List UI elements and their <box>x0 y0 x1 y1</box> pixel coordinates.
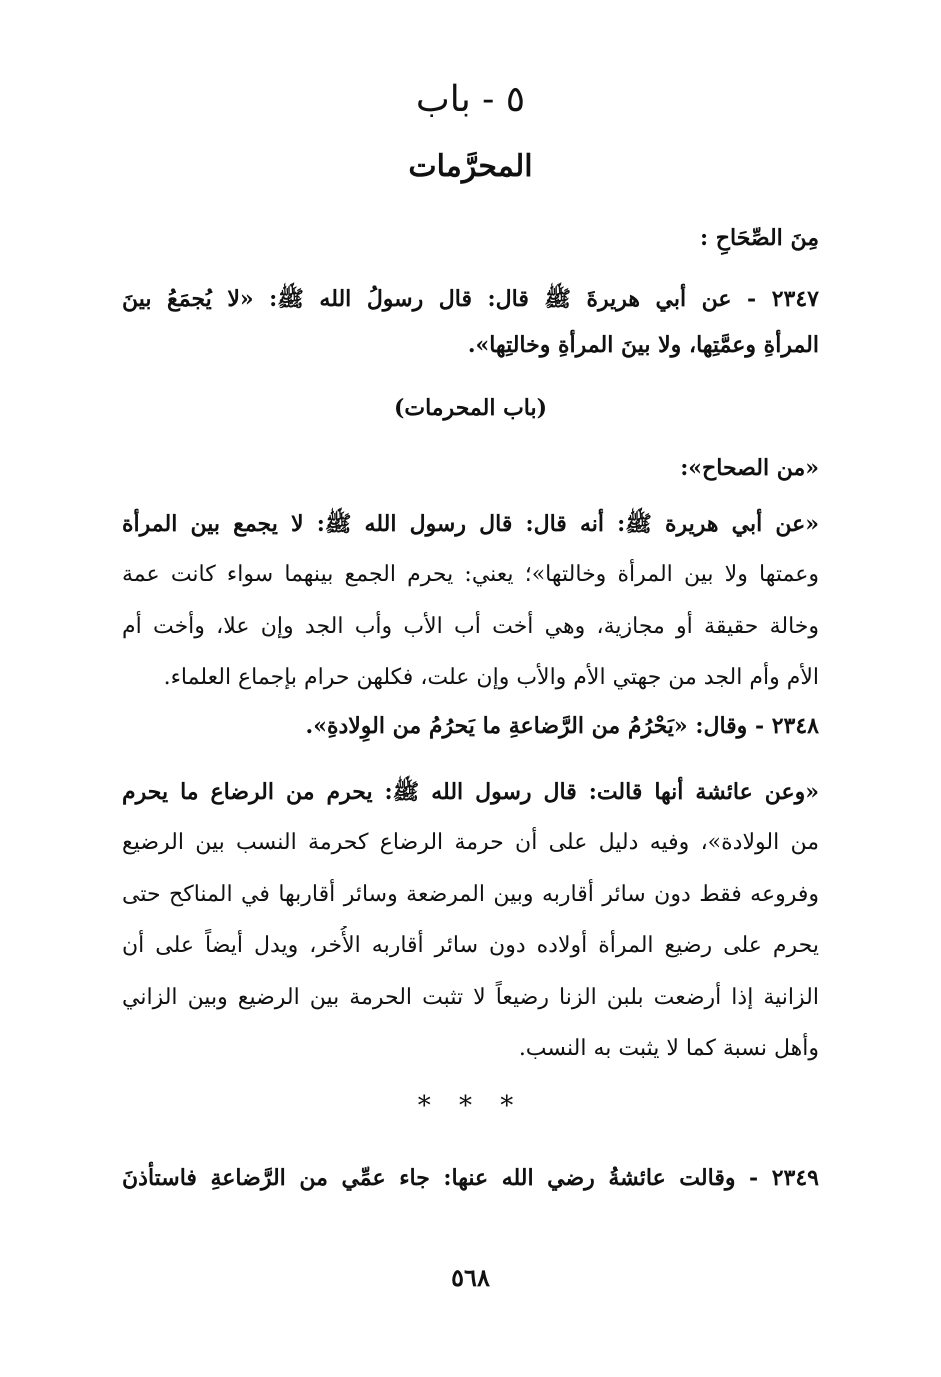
chapter-subtitle: المحرَّمات <box>408 149 533 184</box>
commentary-subheading: «من الصحاح»: <box>680 455 819 481</box>
section-heading: مِنَ الصِّحَاحِ : <box>700 225 819 251</box>
commentary-2-line-2: من الولادة»، وفيه دليل على أن حرمة الرضاع كحرمة النسب بين الرضيع <box>122 830 819 855</box>
commentary-2-line-3: وفروعه فقط دون سائر أقاربه وبين المرضعة وسائر أقاربها في المناكح حتى <box>122 882 819 907</box>
commentary-2-line-1: «وعن عائشة أنها قالت: قال رسول الله ﷺ: يحرم من الرضاع ما يحرم <box>122 779 819 805</box>
hadith-2349: ٢٣٤٩ - وقالت عائشةُ رضي الله عنها: جاء عمِّي من الرَّضاعةِ فاستأذنَ <box>122 1165 819 1191</box>
commentary-1-line-3: وخالة حقيقة أو مجازية، وهي أخت أب الأب وأب الجد وإن علا، وأخت أم <box>122 614 819 639</box>
commentary-heading: (باب المحرمات) <box>393 395 548 421</box>
hadith-2348: ٢٣٤٨ - وقال: «يَحْرُمُ من الرَّضاعةِ ما يَحرُمُ من الوِلادةِ». <box>305 713 819 739</box>
commentary-1-line-1: «عن أبي هريرة ﷺ: أنه قال: قال رسول الله ﷺ: لا يجمع بين المرأة <box>122 511 819 537</box>
hadith-2347-line-2: المرأةِ وعمَّتِها، ولا بينَ المرأةِ وخالتِها». <box>467 332 819 358</box>
section-separator: * * * <box>417 1091 524 1121</box>
commentary-2-line-4: يحرم على رضيع المرأة أولاده دون سائر أقاربه الأُخر، ويدل أيضاً على أن <box>122 933 819 958</box>
hadith-2347-line-1: ٢٣٤٧ - عن أبي هريرةَ ﷺ قال: قال رسولُ الله ﷺ: «لا يُجمَعُ بينَ <box>122 286 819 312</box>
commentary-2-line-6: وأهل نسبة كما لا يثبت به النسب. <box>518 1036 819 1061</box>
chapter-title: ٥ - باب <box>415 79 526 120</box>
commentary-2-line-5: الزانية إذا أرضعت بلبن الزنا رضيعاً لا تثبت الحرمة بين الرضيع وبين الزاني <box>122 985 819 1010</box>
commentary-1-line-4: الأم وأم الجد من جهتي الأم والأب وإن علت، فكلهن حرام بإجماع العلماء. <box>163 665 819 690</box>
commentary-1-line-2: وعمتها ولا بين المرأة وخالتها»؛ يعني: يحرم الجمع بينهما سواء كانت عمة <box>122 562 819 587</box>
page-number: ٥٦٨ <box>451 1263 490 1292</box>
